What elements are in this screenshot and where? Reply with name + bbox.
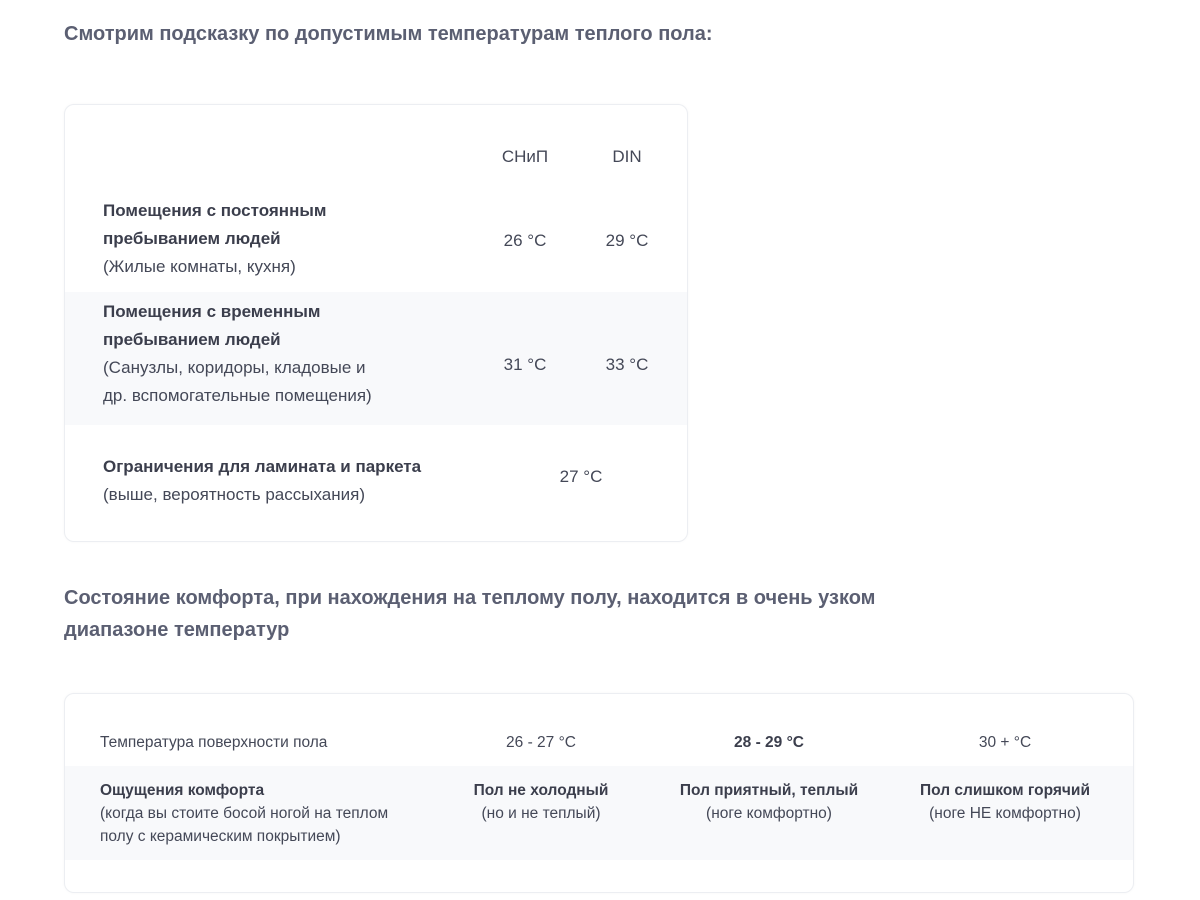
row-note: др. вспомогательные помещения) — [103, 386, 372, 405]
row-title: Ограничения для ламината и паркета — [103, 457, 422, 476]
table-row: Ощущения комфорта (когда вы стоите босой ногой на теплом полу с керамическим покрытием) Пол не холодный (но и не теплый) Пол приятный, теплый (ноге комфортно) Пол слишком горячий (ноге НЕ комфортно) — [65, 766, 1133, 860]
row-note: (выше, вероятность рассыхания) — [103, 485, 365, 504]
row-note: (Санузлы, коридоры, кладовые и — [103, 358, 366, 377]
row-title: пребыванием людей — [103, 229, 281, 248]
heading-temperatures: Смотрим подсказку по допустимым температурам теплого пола: — [64, 23, 713, 45]
row-title: Помещения с временным — [103, 302, 321, 321]
header-snip: СНиП — [501, 147, 549, 166]
snip-value: 26 °C — [503, 231, 547, 250]
din-value: 29 °C — [605, 231, 649, 250]
heading-comfort: Состояние комфорта, при нахождения на теплому полу, находится в очень узком диапазоне температур — [64, 587, 876, 641]
comfort-table — [64, 693, 1134, 893]
table-row: Температура поверхности пола 26 - 27 °C 28 - 29 °C 30 + °C — [65, 718, 1133, 766]
temperature-limits-table — [64, 104, 688, 542]
row-title: Ощущения комфорта — [100, 782, 265, 799]
table-row — [65, 191, 687, 291]
row-note: (Жилые комнаты, кухня) — [103, 257, 296, 276]
din-value: 33 °C — [605, 355, 649, 374]
header-din: DIN — [612, 147, 642, 166]
optimal-range: 28 - 29 °C — [734, 734, 804, 751]
row-title: пребыванием людей — [103, 330, 281, 349]
table-row — [65, 425, 687, 535]
snip-value: 31 °C — [503, 355, 547, 374]
table-row — [65, 292, 687, 425]
limit-value: 27 °C — [559, 467, 603, 486]
row-label: Температура поверхности пола — [100, 734, 328, 751]
row-title: Помещения с постоянным — [103, 201, 327, 220]
